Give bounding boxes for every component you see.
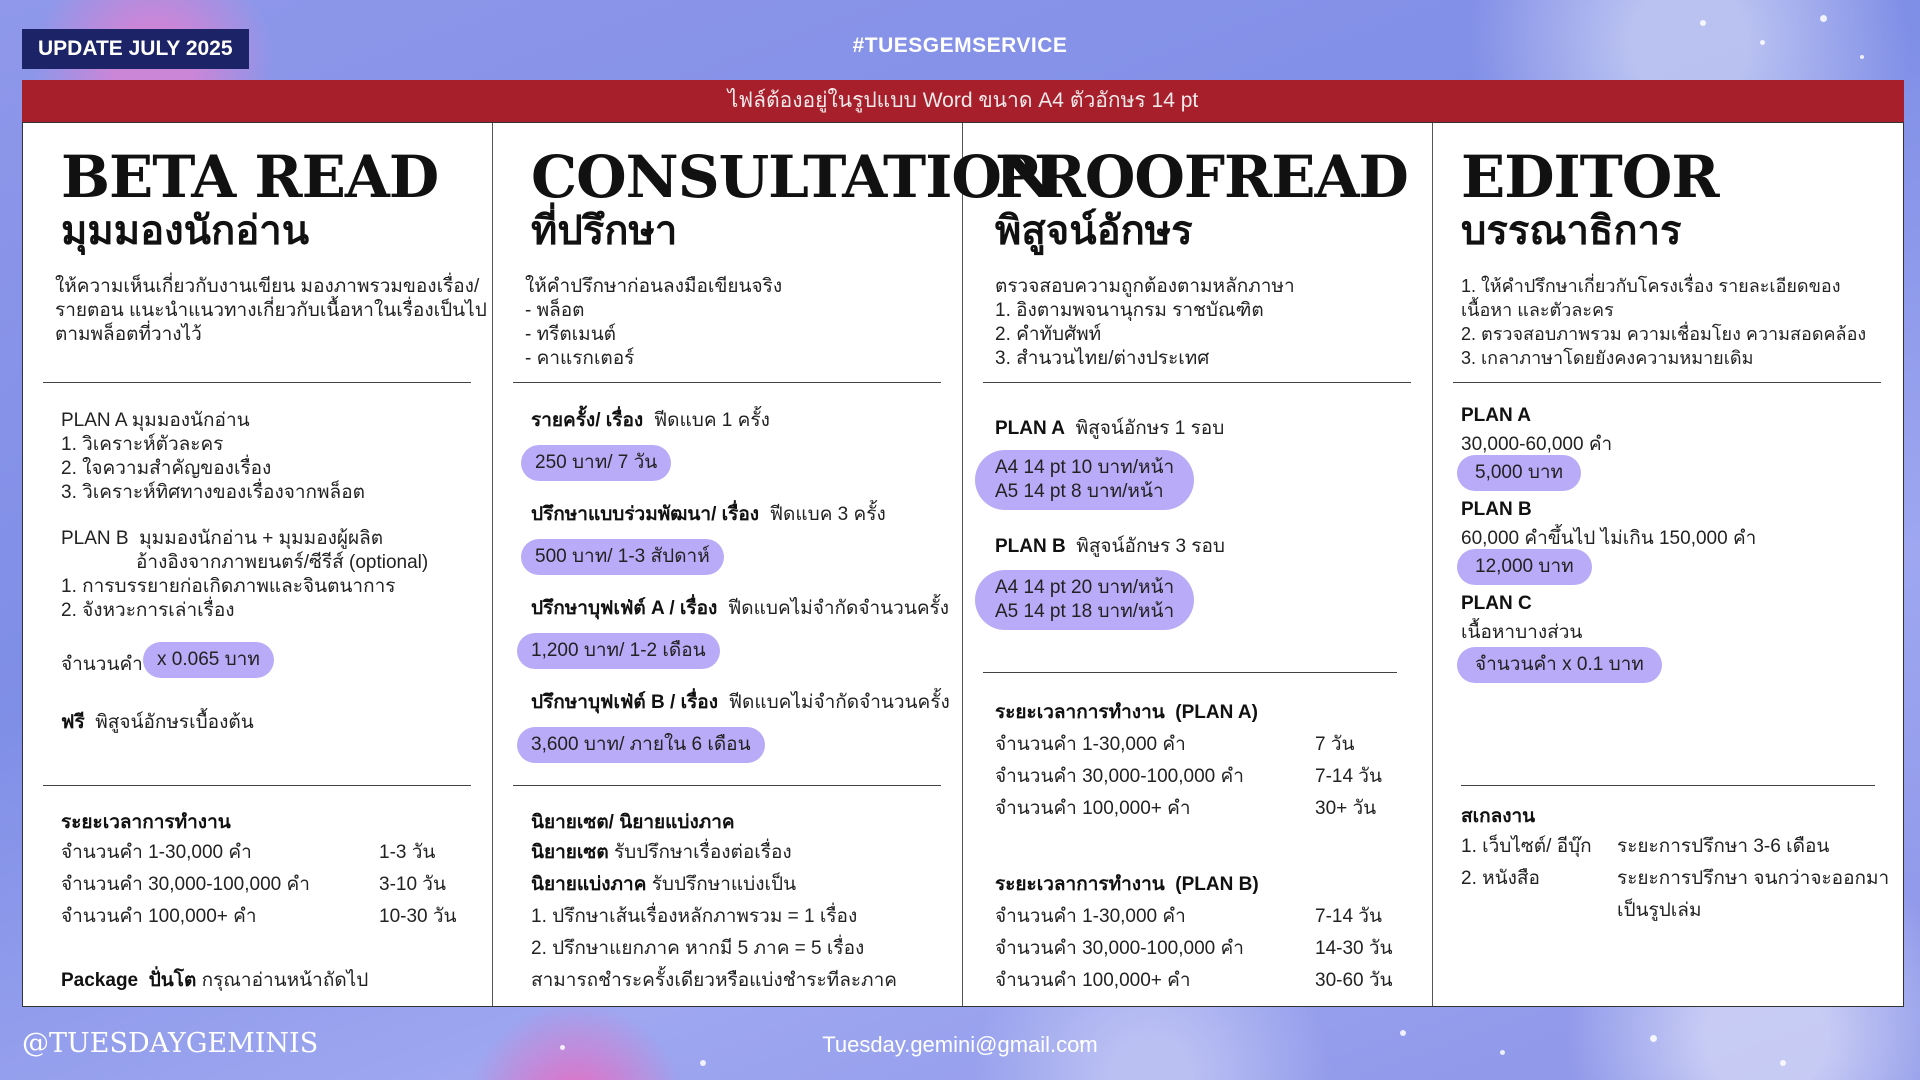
- beta-plan-b-item: 2. จังหวะการเล่าเรื่อง: [61, 600, 235, 621]
- consult-plan-note: ฟีดแบค 3 ครั้ง: [769, 504, 886, 525]
- proof-desc-line: ตรวจสอบความถูกต้องตามหลักภาษา: [995, 276, 1295, 297]
- beta-plan-a-item: 2. ใจความสำคัญของเรื่อง: [61, 458, 272, 479]
- editor-scale-text: ระยะการปรึกษา จนกว่าจะออกมา: [1617, 868, 1890, 889]
- proof-plan-a-text: พิสูจน์อักษร 1 รอบ: [1075, 418, 1225, 439]
- consult-plan: [531, 687, 950, 717]
- contact-email: Tuesday.gemini@gmail.com: [822, 1032, 1098, 1057]
- beta-time-range: จำนวนคำ 100,000+ คำ: [61, 906, 257, 927]
- beta-read-subtitle: มุมมองนักอ่าน: [61, 208, 310, 254]
- proof-price-line: A4 14 pt 10 บาท/หน้า: [995, 457, 1175, 478]
- sparkle-decoration: [1780, 1060, 1786, 1066]
- divider: [983, 672, 1397, 673]
- beta-read-title: BETA READ: [61, 143, 439, 211]
- editor-desc-line: 3. เกลาภาษาโดยยังคงความหมายเดิม: [1461, 348, 1754, 368]
- beta-time-days: 10-30 วัน: [379, 906, 457, 927]
- beta-plan-a-label: PLAN A: [61, 410, 127, 431]
- proof-time-days: 7-14 วัน: [1315, 766, 1382, 787]
- consult-set: [531, 837, 792, 867]
- proof-price-line: A5 14 pt 8 บาท/หน้า: [995, 481, 1164, 502]
- proof-time-days: 7-14 วัน: [1315, 906, 1382, 927]
- consult-plan-name: ปรึกษาบุฟเฟ่ต์ A / เรื่อง: [531, 598, 718, 619]
- consult-plan-name: รายครั้ง/ เรื่อง: [531, 410, 644, 431]
- proof-plan-a-label: PLAN A: [995, 418, 1066, 439]
- proof-time-days: 30-60 วัน: [1315, 970, 1393, 991]
- consult-plan-note: ฟีดแบคไม่จำกัดจำนวนครั้ง: [727, 598, 950, 619]
- proof-time-range: จำนวนคำ 1-30,000 คำ: [995, 906, 1186, 927]
- sparkle-decoration: [1700, 20, 1706, 26]
- divider: [1453, 382, 1881, 383]
- beta-plan-b-title: มุมมองนักอ่าน + มุมมองผู้ผลิต: [139, 528, 384, 549]
- consult-plan-name: ปรึกษาบุฟเฟ่ต์ B / เรื่อง: [531, 692, 718, 713]
- editor-plan-c-label: PLAN C: [1461, 593, 1532, 614]
- beta-plan-b-sub: อ้างอิงจากภาพยนตร์/ซีรีส์ (optional): [136, 552, 429, 573]
- proof-time-a-label: ระยะเวลาการทำงาน: [995, 702, 1165, 723]
- consult-plan: [531, 593, 949, 623]
- consult-plan: [531, 499, 886, 529]
- divider: [513, 382, 941, 383]
- beta-time-title: ระยะเวลาการทำงาน: [61, 812, 231, 833]
- beta-free: [61, 707, 254, 737]
- proof-desc-line: 3. สำนวนไทย/ต่างประเทศ: [995, 348, 1210, 369]
- editor-scale-label: 2. หนังสือ: [1461, 868, 1540, 889]
- editor-scale-text: ระยะการปรึกษา 3-6 เดือน: [1617, 836, 1830, 857]
- consult-desc-line: - ทรีตเมนต์: [525, 324, 617, 345]
- proof-time-range: จำนวนคำ 1-30,000 คำ: [995, 734, 1186, 755]
- social-handle: @TUESDAYGEMINIS: [22, 1028, 319, 1059]
- consult-desc-line: - คาแรกเตอร์: [525, 348, 635, 369]
- consult-price-pill: 3,600 บาท/ ภายใน 6 เดือน: [517, 727, 765, 763]
- beta-price-pill: x 0.065 บาท: [143, 642, 274, 678]
- divider: [43, 382, 471, 383]
- set-text: รับปรึกษาเรื่องต่อเรื่อง: [613, 842, 792, 863]
- proofread-subtitle: พิสูจน์อักษร: [995, 208, 1193, 254]
- editor-plan-b-words: 60,000 คำขึ้นไป ไม่เกิน 150,000 คำ: [1461, 528, 1757, 549]
- package-name: ปั่นโต: [148, 970, 197, 991]
- editor-plan-c-price: จำนวนคำ x 0.1 บาท: [1457, 647, 1662, 683]
- beta-time-range: จำนวนคำ 30,000-100,000 คำ: [61, 874, 310, 895]
- beta-desc-line: ตามพล็อตที่วางไว้: [55, 324, 202, 345]
- consult-series-title: นิยายเซต/ นิยายแบ่งภาค: [531, 812, 735, 833]
- proof-plan-b-label: PLAN B: [995, 536, 1066, 557]
- proof-time-b-label: ระยะเวลาการทำงาน: [995, 874, 1165, 895]
- consult-price-pill: 1,200 บาท/ 1-2 เดือน: [517, 633, 720, 669]
- beta-plan-a-item: 3. วิเคราะห์ทิศทางของเรื่องจากพล็อต: [61, 482, 365, 503]
- proof-desc-line: 2. คำทับศัพท์: [995, 324, 1102, 345]
- editor-subtitle: บรรณาธิการ: [1461, 208, 1682, 254]
- editor-scale-title: สเกลงาน: [1461, 806, 1536, 827]
- divider: [1461, 785, 1875, 786]
- consult-plan-name: ปรึกษาแบบร่วมพัฒนา/ เรื่อง: [531, 504, 760, 525]
- part-text: รับปรึกษาแบ่งเป็น: [651, 874, 797, 895]
- set-label: นิยายเซต: [531, 842, 609, 863]
- proof-time-range: จำนวนคำ 100,000+ คำ: [995, 798, 1191, 819]
- proof-time-range: จำนวนคำ 30,000-100,000 คำ: [995, 938, 1244, 959]
- proof-plan-b-text: พิสูจน์อักษร 3 รอบ: [1076, 536, 1225, 557]
- editor-title: EDITOR: [1461, 143, 1719, 211]
- consult-desc-line: ให้คำปรึกษาก่อนลงมือเขียนจริง: [525, 276, 783, 297]
- consult-price-pill: 250 บาท/ 7 วัน: [521, 445, 671, 481]
- beta-package: [61, 965, 368, 995]
- consult-price-pill: 500 บาท/ 1-3 สัปดาห์: [521, 539, 724, 575]
- sparkle-decoration: [1820, 15, 1827, 22]
- divider: [513, 785, 941, 786]
- proof-plan-b: [995, 531, 1225, 561]
- editor-plan-b-label: PLAN B: [1461, 499, 1532, 520]
- beta-read-column: [23, 123, 493, 1006]
- proof-desc-line: 1. อิงตามพจนานุกรม ราชบัณฑิต: [995, 300, 1264, 321]
- package-label: Package: [61, 970, 139, 991]
- file-requirement-banner: ไฟล์ต้องอยู่ในรูปแบบ Word ขนาด A4 ตัวอักษร 14 pt: [22, 80, 1904, 122]
- editor-desc-line: เนื้อหา และตัวละคร: [1461, 300, 1614, 320]
- package-text: กรุณาอ่านหน้าถัดไป: [201, 970, 369, 991]
- proof-time-b-tag: (PLAN B): [1175, 874, 1259, 895]
- beta-time-days: 1-3 วัน: [379, 842, 436, 863]
- proof-plan-b-prices: [975, 570, 1194, 630]
- beta-time-days: 3-10 วัน: [379, 874, 446, 895]
- editor-plan-b-price: 12,000 บาท: [1457, 549, 1592, 585]
- consultation-title: CONSULTATION: [531, 143, 1053, 211]
- hashtag: #TUESGEMSERVICE: [852, 34, 1068, 57]
- editor-scale-text: เป็นรูปเล่ม: [1617, 900, 1702, 921]
- proof-time-a-title: [995, 697, 1258, 727]
- consult-series-item: 1. ปรึกษาเส้นเรื่องหลักภาพรวม = 1 เรื่อง: [531, 906, 858, 927]
- proof-time-days: 30+ วัน: [1315, 798, 1377, 819]
- beta-desc-line: ให้ความเห็นเกี่ยวกับงานเขียน มองภาพรวมของเรื่อง/: [55, 276, 480, 297]
- part-label: นิยายแบ่งภาค: [531, 874, 647, 895]
- proofread-title: PROOFREAD: [995, 143, 1408, 211]
- free-text: พิสูจน์อักษรเบื้องต้น: [95, 712, 254, 733]
- editor-plan-c-words: เนื้อหาบางส่วน: [1461, 622, 1583, 643]
- editor-column: [1433, 123, 1903, 1006]
- beta-plan-b-item: 1. การบรรยายก่อเกิดภาพและจินตนาการ: [61, 576, 396, 597]
- sparkle-decoration: [700, 1060, 706, 1066]
- proof-time-a-tag: (PLAN A): [1175, 702, 1258, 723]
- beta-plan-b-label: PLAN B: [61, 528, 129, 549]
- editor-plan-a-price: 5,000 บาท: [1457, 455, 1581, 491]
- proof-time-range: จำนวนคำ 100,000+ คำ: [995, 970, 1191, 991]
- divider: [43, 785, 471, 786]
- consult-plan-note: ฟีดแบค 1 ครั้ง: [653, 410, 770, 431]
- services-panel: [22, 122, 1904, 1007]
- proof-plan-a-prices: [975, 450, 1194, 510]
- editor-plan-a-words: 30,000-60,000 คำ: [1461, 434, 1613, 455]
- proof-time-range: จำนวนคำ 30,000-100,000 คำ: [995, 766, 1244, 787]
- beta-desc-line: รายตอน แนะนำแนวทางเกี่ยวกับเนื้อหาในเรื่องเป็นไป: [55, 300, 487, 321]
- divider: [983, 382, 1411, 383]
- consult-plan: [531, 405, 770, 435]
- proof-time-days: 14-30 วัน: [1315, 938, 1393, 959]
- editor-scale-label: 1. เว็บไซต์/ อีบุ๊ก: [1461, 836, 1592, 857]
- consult-series-item: สามารถชำระครั้งเดียวหรือแบ่งชำระทีละภาค: [531, 970, 897, 991]
- consult-series-item: 2. ปรึกษาแยกภาค หากมี 5 ภาค = 5 เรื่อง: [531, 938, 865, 959]
- beta-time-range: จำนวนคำ 1-30,000 คำ: [61, 842, 252, 863]
- consult-plan-note: ฟีดแบคไม่จำกัดจำนวนครั้ง: [728, 692, 950, 713]
- proof-plan-a: [995, 413, 1224, 443]
- editor-desc-line: 2. ตรวจสอบภาพรวม ความเชื่อมโยง ความสอดคล้อง: [1461, 324, 1867, 344]
- proof-price-line: A5 14 pt 18 บาท/หน้า: [995, 601, 1175, 622]
- beta-price-label: จำนวนคำ: [61, 654, 143, 675]
- proof-price-line: A4 14 pt 20 บาท/หน้า: [995, 577, 1175, 598]
- proof-time-days: 7 วัน: [1315, 734, 1355, 755]
- beta-plan-a-title: มุมมองนักอ่าน: [131, 410, 250, 431]
- proofread-column: [963, 123, 1433, 1006]
- update-badge: UPDATE JULY 2025: [22, 29, 249, 69]
- free-label: ฟรี: [61, 712, 85, 733]
- editor-plan-a-label: PLAN A: [1461, 405, 1532, 426]
- proof-time-b-title: [995, 869, 1259, 899]
- consult-part: [531, 869, 796, 899]
- beta-plan-a-item: 1. วิเคราะห์ตัวละคร: [61, 434, 224, 455]
- consult-desc-line: - พล็อต: [525, 300, 585, 321]
- editor-desc-line: 1. ให้คำปรึกษาเกี่ยวกับโครงเรื่อง รายละเอียดของ: [1461, 276, 1841, 296]
- consultation-subtitle: ที่ปรึกษา: [531, 208, 678, 254]
